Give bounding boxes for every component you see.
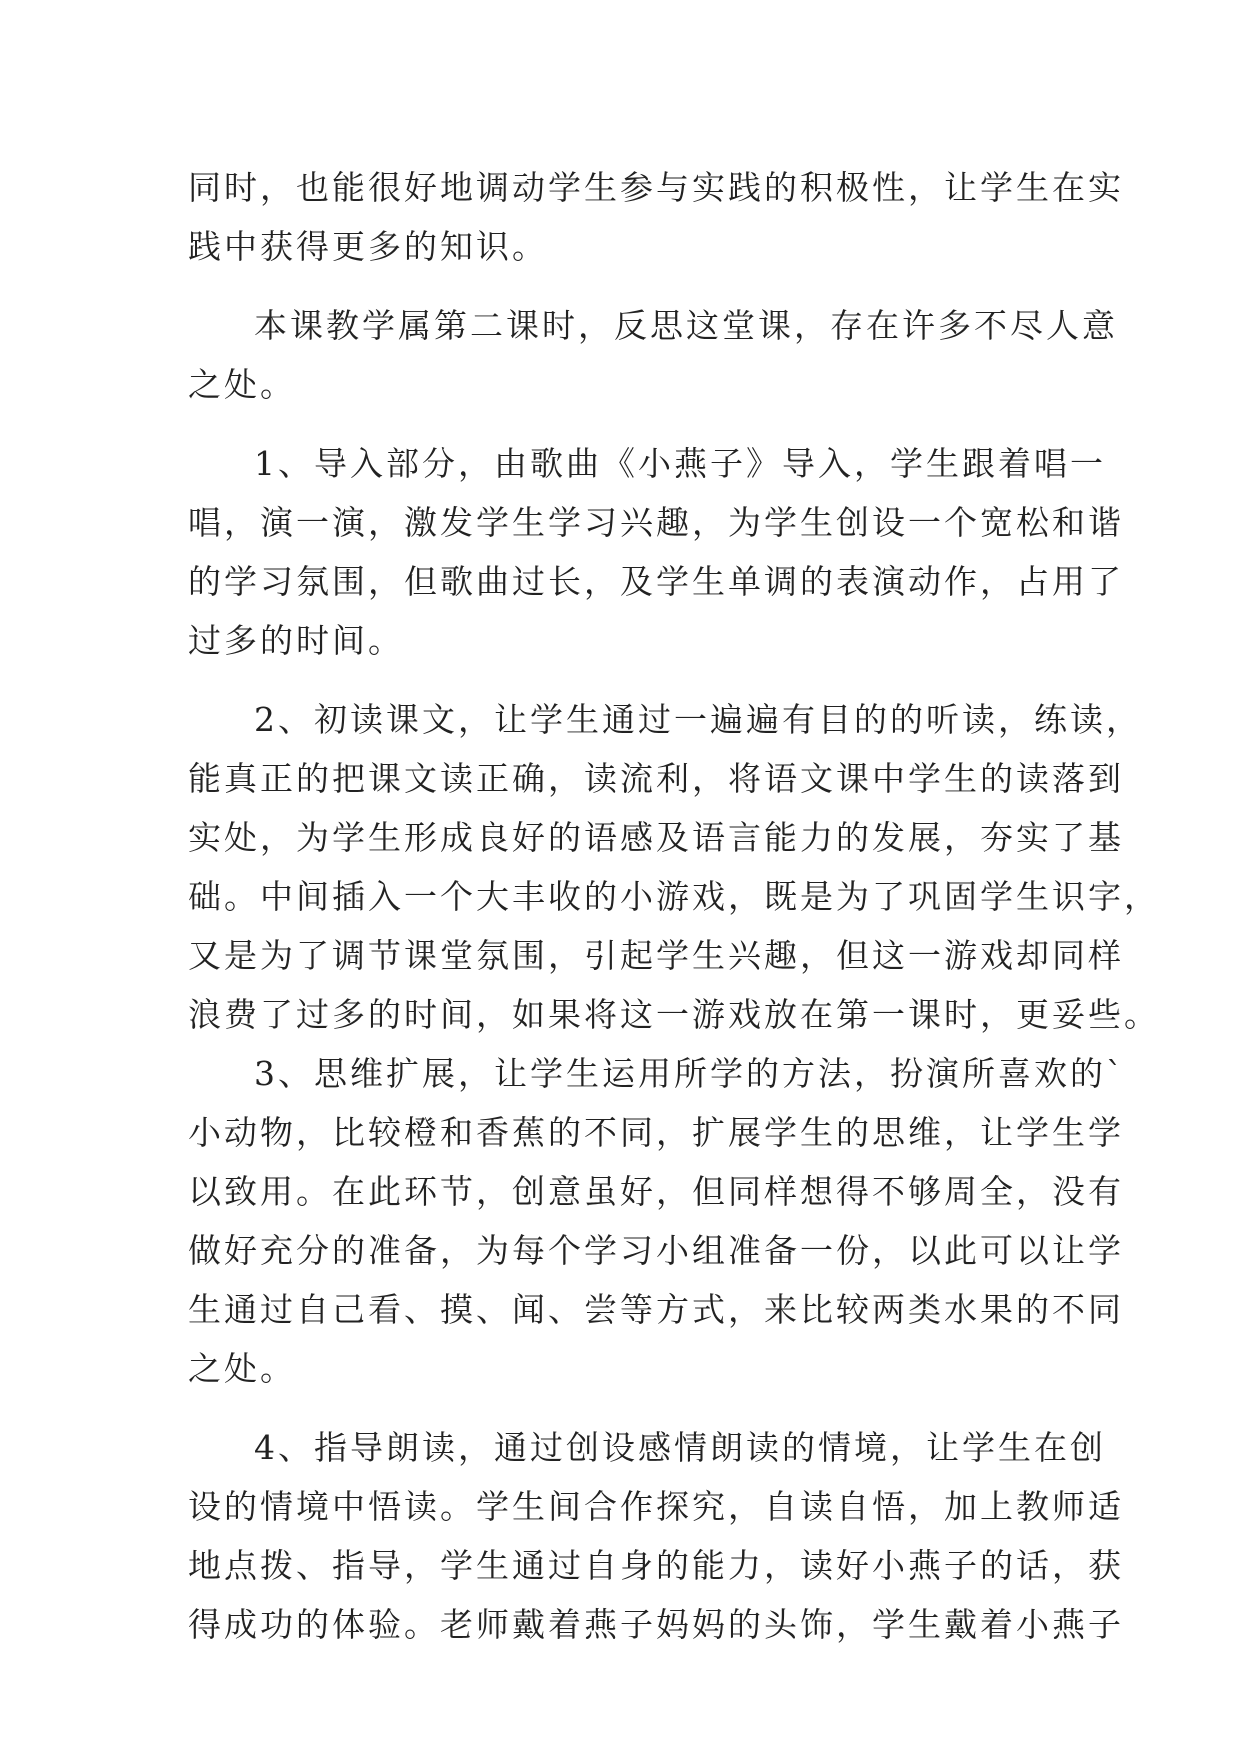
text-line: 生通过自己看、摸、闻、尝等方式，来比较两类水果的不同: [188, 1290, 1124, 1329]
text-line: 础。中间插入一个大丰收的小游戏，既是为了巩固学生识字，: [188, 877, 1160, 916]
text-line: 做好充分的准备，为每个学习小组准备一份，以此可以让学: [188, 1231, 1124, 1270]
text-line: 同时，也能很好地调动学生参与实践的积极性，让学生在实: [188, 168, 1124, 207]
paragraph-spacer: [188, 670, 1068, 690]
paragraph-spacer: [188, 414, 1068, 434]
paragraph: [188, 1044, 1126, 1398]
text-line: 唱，演一演，激发学生学习兴趣，为学生创设一个宽松和谐: [188, 503, 1124, 542]
text-line: 2、初读课文，让学生通过一遍遍有目的的听读，练读，: [254, 700, 1142, 739]
paragraph: [188, 1418, 1124, 1654]
document-body: [188, 158, 1160, 1654]
text-line: 之处。: [188, 365, 296, 404]
paragraph-spacer: [188, 1398, 1068, 1418]
paragraph: [188, 434, 1124, 670]
text-line: 的学习氛围，但歌曲过长，及学生单调的表演动作，占用了: [188, 562, 1124, 601]
paragraph: [188, 158, 1124, 276]
text-line: 浪费了过多的时间，如果将这一游戏放在第一课时，更妥些。: [188, 995, 1160, 1034]
text-line: 地点拨、指导，学生通过自身的能力，读好小燕子的话，获: [188, 1546, 1124, 1585]
text-line: 过多的时间。: [188, 621, 404, 660]
paragraph: [188, 296, 1118, 414]
text-line: 实处，为学生形成良好的语感及语言能力的发展，夯实了基: [188, 818, 1124, 857]
text-line: 设的情境中悟读。学生间合作探究，自读自悟，加上教师适: [188, 1487, 1124, 1526]
paragraph-spacer: [188, 276, 1068, 296]
text-line: 小动物，比较橙和香蕉的不同，扩展学生的思维，让学生学: [188, 1113, 1124, 1152]
text-line: 践中获得更多的知识。: [188, 227, 548, 266]
text-line: 以致用。在此环节，创意虽好，但同样想得不够周全，没有: [188, 1172, 1124, 1211]
text-line: 1、导入部分，由歌曲《小燕子》导入，学生跟着唱一: [254, 444, 1106, 483]
text-line: 又是为了调节课堂氛围，引起学生兴趣，但这一游戏却同样: [188, 936, 1124, 975]
text-line: 4、指导朗读，通过创设感情朗读的情境，让学生在创: [254, 1428, 1106, 1467]
text-line: 之处。: [188, 1349, 296, 1388]
text-line: 本课教学属第二课时，反思这堂课，存在许多不尽人意: [254, 306, 1118, 345]
paragraph: [188, 690, 1160, 1044]
text-line: 得成功的体验。老师戴着燕子妈妈的头饰，学生戴着小燕子: [188, 1605, 1124, 1644]
text-line: 能真正的把课文读正确，读流利，将语文课中学生的读落到: [188, 759, 1124, 798]
text-line: 3、思维扩展，让学生运用所学的方法，扮演所喜欢的`: [254, 1054, 1126, 1093]
